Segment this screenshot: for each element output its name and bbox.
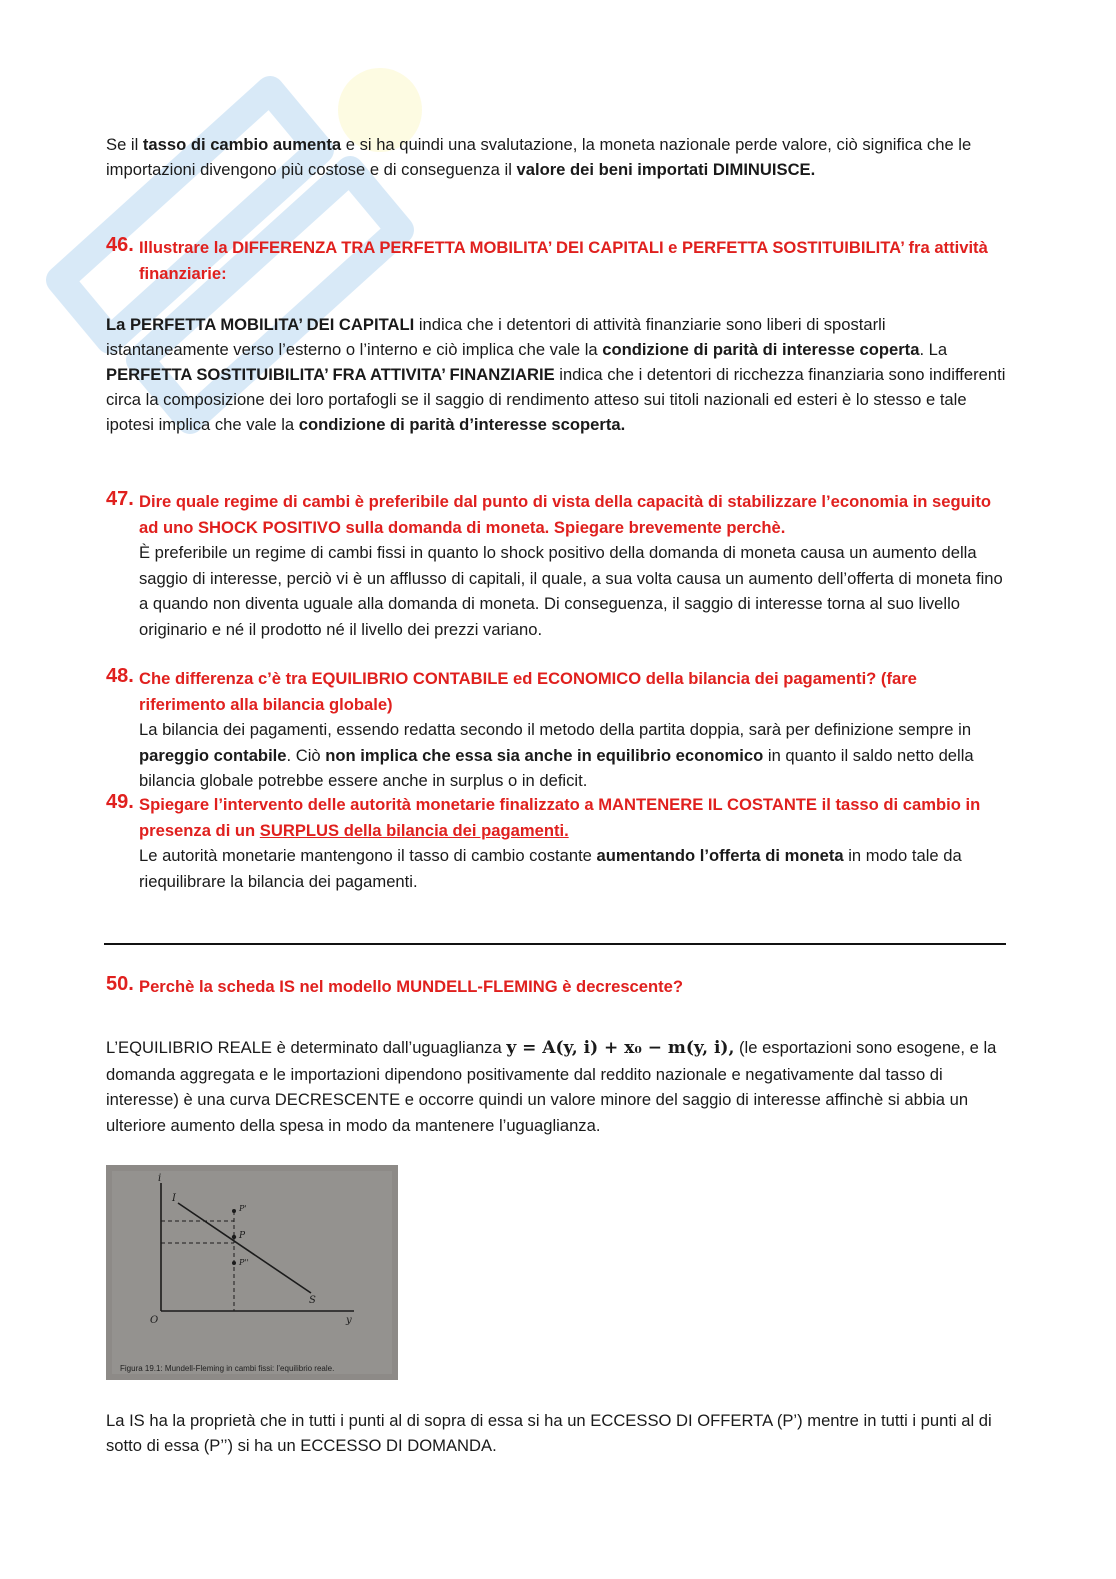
is-curve-figure [106,1165,398,1380]
question-number: 48. [106,665,134,687]
y-axis-label: i [158,1173,162,1184]
point-p-label: P [239,1231,246,1241]
figure-caption: Figura 19.1: Mundell-Fleming in cambi fissi: l’equilibrio reale. [120,1364,335,1373]
curve-end-label: S [309,1295,316,1306]
question-49 [106,792,1006,894]
origin-label: O [150,1315,159,1326]
question-47 [106,489,1006,642]
question-text: Illustrare la DIFFERENZA TRA PERFETTA MOBILITA’ DEI CAPITALI e PERFETTA SOSTITUIBILITA’ fra attività finanziarie: [139,238,988,283]
question-number: 49. [106,791,134,813]
intro-paragraph: Se il tasso di cambio aumenta e si ha quindi una svalutazione, la moneta nazionale perde valore, ciò significa che le importazioni divengono più costose e di conseguenza il valore dei beni importati DIMINUISCE. [106,135,972,179]
point-p [232,1235,236,1239]
answer-49: Le autorità monetarie mantengono il tasso di cambio costante aumentando l’offerta di moneta in modo tale da riequilibrare la bilancia dei pagamenti. [139,846,962,891]
question-number: 47. [106,488,134,510]
point-p-prime [232,1209,236,1213]
answer-48: La bilancia dei pagamenti, essendo redatta secondo il metodo della partita doppia, sarà per definizione sempre in pareggio contabile. Ciò non implica che essa sia anche in equilibrio economico in quanto il saldo netto della bilancia globale potrebbe essere anche in surplus o in deficit. [139,720,974,790]
question-number: 50. [106,973,134,995]
question-48 [106,666,1006,794]
answer-46: La PERFETTA MOBILITA’ DEI CAPITALI indica che i detentori di attività finanziarie sono liberi di spostarli istantaneamente verso l’esterno o l’interno e ciò implica che vale la condizione di parità di interesse coperta. La PERFETTA SOSTITUIBILITA’ FRA ATTIVITA’ FINANZIARIE indica che i detentori di ricchezza finanziaria sono indifferenti circa la composizione dei loro portafogli se il saggio di rendimento atteso sui titoli nazionali ed esteri è lo stesso e tale ipotesi implica che vale la condizione di parità d’interesse scoperta. [106,315,1006,434]
point-p-double-prime [232,1261,236,1265]
point-p-prime-label: P' [239,1204,247,1213]
x-axis-label: y [346,1315,352,1326]
answer-50: L’EQUILIBRIO REALE è determinato dall’uguaglianza y = A(y, i) + x₀ − m(y, i), (le esportazioni sono esogene, e la domanda aggregata e le importazioni dipendono positivamente dal reddito nazionale e negativamente dal tasso di interesse) è una curva DECRESCENTE e occorre quindi un valore minore del saggio di interesse affinchè si abbia un ulteriore aumento della spesa in modo da mantenere l’uguaglianza. [106,1038,997,1135]
question-text: Dire quale regime di cambi è preferibile dal punto di vista della capacità di stabilizzare l’economia in seguito ad uno SHOCK POSITIVO sulla domanda di moneta. Spiegare brevemente perchè. [139,492,992,537]
question-text: Perchè la scheda IS nel modello MUNDELL-FLEMING è decrescente? [139,977,684,996]
is-curve-graph [106,1165,398,1380]
equilibrium-formula: y = A(y, i) + x₀ − m(y, i), [506,1038,735,1058]
question-text: Che differenza c’è tra EQUILIBRIO CONTABILE ed ECONOMICO della bilancia dei pagamenti? (fare riferimento alla bilancia globale) [139,669,917,714]
question-50 [106,974,1006,1000]
question-number: 46. [106,234,134,256]
question-text: Spiegare l’intervento delle autorità monetarie finalizzato a MANTENERE IL COSTANTE il tasso di cambio in presenza di un SURPLUS della bilancia dei pagamenti. [139,795,981,840]
point-p-double-prime-label: P'' [239,1258,249,1267]
curve-top-label: I [172,1193,176,1204]
horizontal-divider [104,943,1006,945]
question-46 [106,235,1006,286]
answer-47: È preferibile un regime di cambi fissi in quanto lo shock positivo della domanda di moneta causa un aumento della saggio di interesse, perciò vi è un afflusso di capitali, il quale, a sua volta causa un aumento dell’offerta di moneta fino a quando non diventa uguale alla domanda di moneta. Di conseguenza, il saggio di interesse torna al suo livello originario e né il prodotto né il livello dei prezzi variano. [139,543,1003,639]
closing-paragraph: La IS ha la proprietà che in tutti i punti al di sopra di essa si ha un ECCESSO DI OFFERTA (P’) mentre in tutti i punti al di sotto di essa (P’’) si ha un ECCESSO DI DOMANDA. [106,1411,992,1455]
